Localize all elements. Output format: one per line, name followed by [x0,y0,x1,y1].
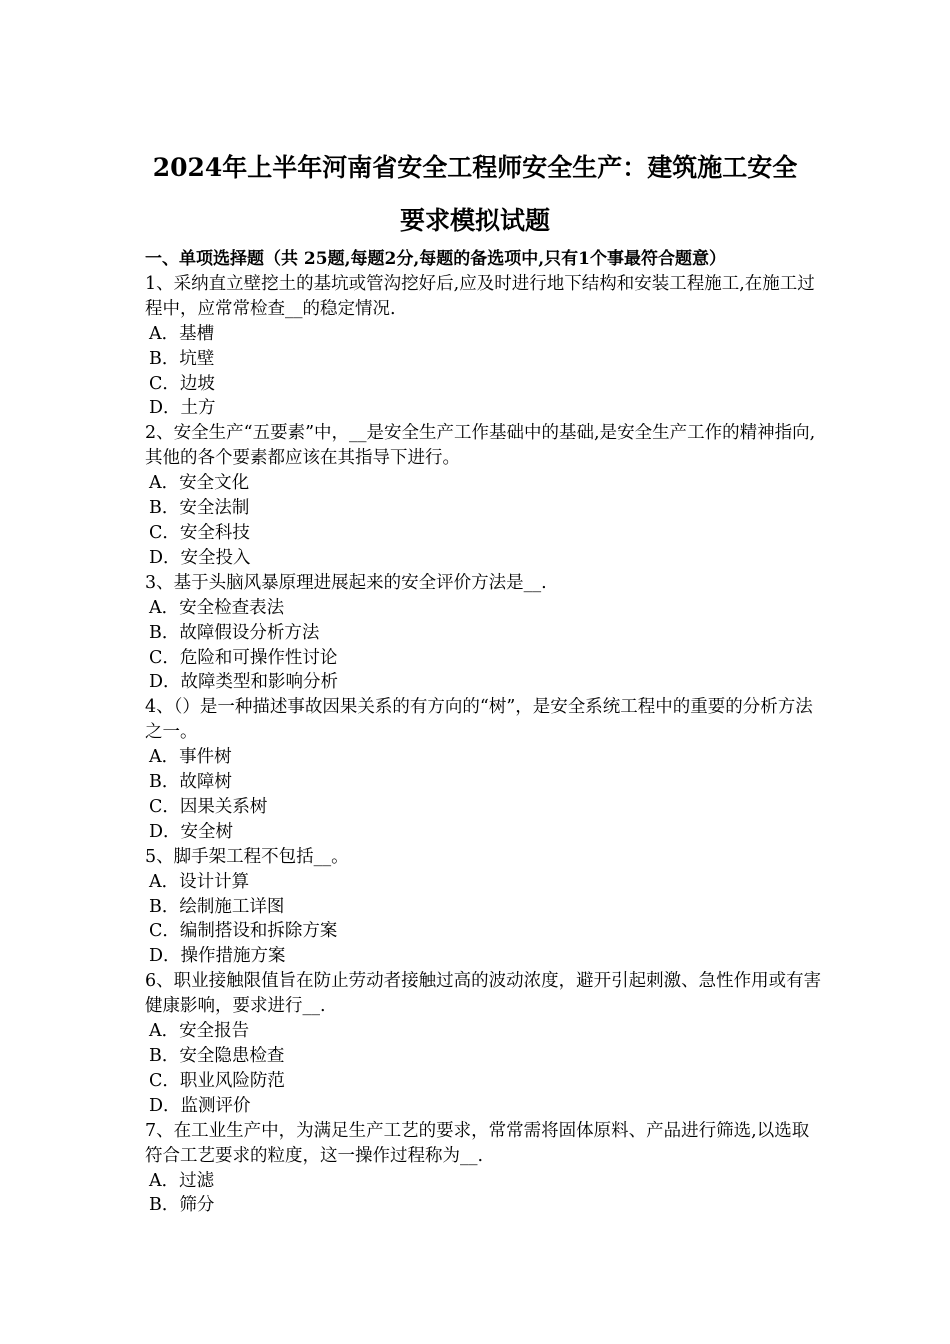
option-a: A．事件树 [149,747,232,768]
document-title-line-2: 要求模拟试题 [399,206,550,235]
option-c: C．边坡 [149,373,215,394]
option-b: B．安全法制 [149,498,250,519]
option-d: D．监测评价 [149,1095,251,1116]
option-b: B．坑壁 [149,348,215,369]
question-text: 2、安全生产“五要素”中，__是安全生产工作基础中的基础,是安全生产工作的精神指向,其他的各个要素都应该在其指导下进行。 [145,423,816,469]
question-6 [145,969,825,1118]
section-heading: 一、单项选择题（共 25题,每题2分,每题的备选项中,只有1个事最符合题意） [145,249,726,269]
question-text: 6、职业接触限值旨在防止劳动者接触过高的波动浓度，避开引起刺激、急性作用或有害健康影响，要求进行__. [145,971,822,1017]
option-a: A．安全报告 [149,1021,250,1042]
option-c: C．危险和可操作性讨论 [149,647,338,668]
option-b: B．故障树 [149,772,232,793]
option-c: C．职业风险防范 [149,1070,285,1091]
option-b: B．故障假设分析方法 [149,622,320,643]
option-a: A．安全检查表法 [149,597,285,618]
option-d: D．故障类型和影响分析 [149,672,339,693]
question-5 [145,845,825,970]
option-a: A．基槽 [149,323,215,344]
option-a: A．设计计算 [149,871,250,892]
option-a: A．安全文化 [149,473,250,494]
option-d: D．安全投入 [149,547,251,568]
option-c: C．因果关系树 [149,796,268,817]
question-text: 4、（）是一种描述事故因果关系的有方向的“树”，是安全系统工程中的重要的分析方法之一。 [145,697,813,743]
question-1 [145,272,825,421]
question-3 [145,571,825,696]
question-7 [145,1119,825,1219]
option-c: C．安全科技 [149,522,250,543]
question-2 [145,421,825,570]
option-b: B．安全隐患检查 [149,1046,285,1066]
option-c: C．编制搭设和拆除方案 [149,921,338,942]
question-text: 3、基于头脑风暴原理进展起来的安全评价方法是__. [145,572,547,593]
option-b: B．绘制施工详图 [149,896,285,917]
option-d: D．安全树 [149,821,234,842]
document-body [145,247,825,1218]
option-d: D．土方 [149,398,216,419]
question-text: 5、脚手架工程不包括__。 [145,846,349,867]
option-d: D．操作措施方案 [149,946,286,967]
question-4 [145,695,825,844]
question-text: 1、采纳直立壁挖土的基坑或管沟挖好后,应及时进行地下结构和安装工程施工,在施工过程中，应常常检查__的稳定情况. [145,273,815,319]
option-a: A．过滤 [149,1170,215,1191]
option-b: B．筛分 [149,1195,215,1216]
document-title-line-1: 2024年上半年河南省安全工程师安全生产：建筑施工安全 [152,153,798,182]
question-text: 7、在工业生产中，为满足生产工艺的要求，常常需将固体原料、产品进行筛选,以选取符合工艺要求的粒度，这一操作过程称为__. [145,1120,810,1166]
